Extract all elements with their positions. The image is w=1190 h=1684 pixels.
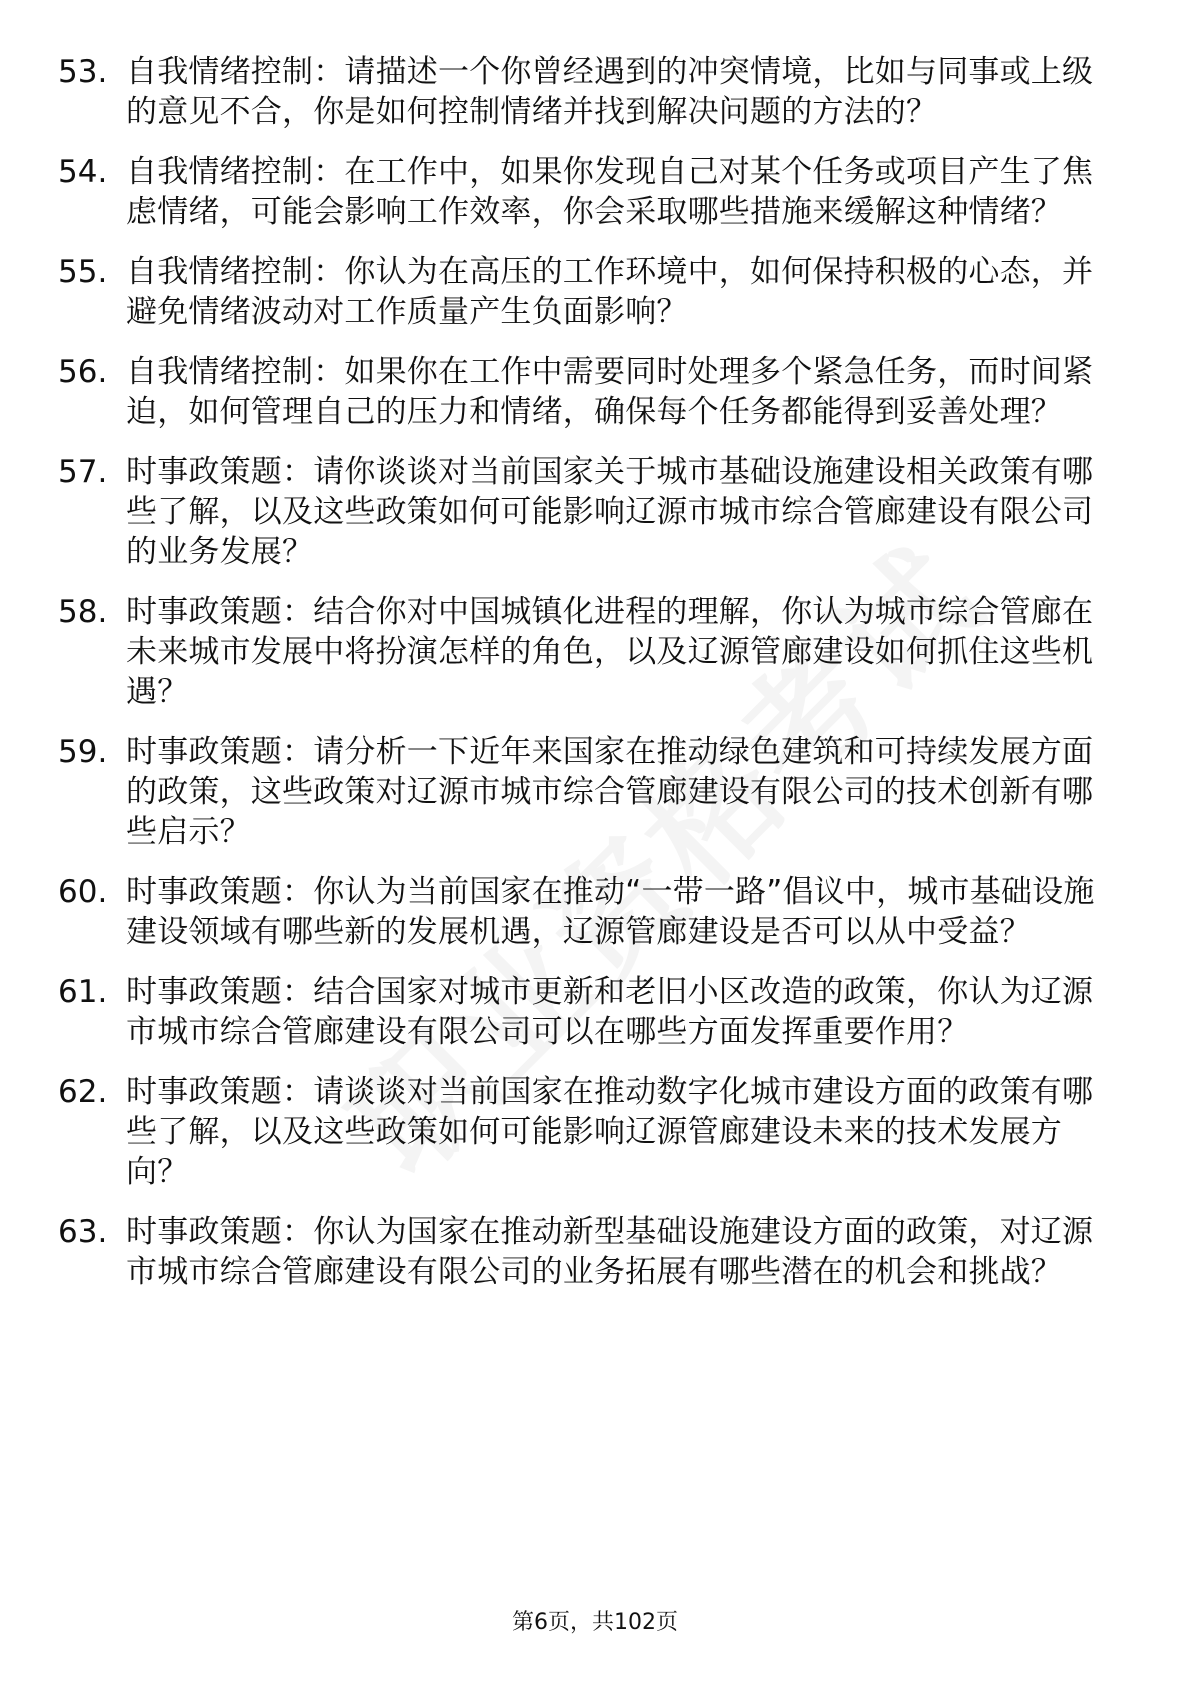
question-text: 时事政策题：请分析一下近年来国家在推动绿色建筑和可持续发展方面的政策，这些政策对辽源市城市综合管廊建设有限公司的技术创新有哪些启示？ bbox=[126, 734, 1094, 850]
question-text: 时事政策题：请谈谈对当前国家在推动数字化城市建设方面的政策有哪些了解，以及这些政策如何可能影响辽源管廊建设未来的技术发展方向？ bbox=[126, 1074, 1094, 1190]
question-item-57 bbox=[58, 452, 1118, 572]
question-list bbox=[58, 52, 1118, 1312]
question-number: 56. bbox=[58, 354, 108, 390]
question-item-60 bbox=[58, 872, 1118, 952]
question-number: 60. bbox=[58, 874, 108, 910]
question-number: 59. bbox=[58, 734, 108, 770]
question-number: 57. bbox=[58, 454, 108, 490]
question-text: 时事政策题：你认为国家在推动新型基础设施建设方面的政策，对辽源市城市综合管廊建设有限公司的业务拓展有哪些潜在的机会和挑战？ bbox=[126, 1214, 1094, 1290]
question-item-59 bbox=[58, 732, 1118, 852]
question-item-63 bbox=[58, 1212, 1118, 1292]
question-number: 54. bbox=[58, 154, 108, 190]
question-text: 时事政策题：结合你对中国城镇化进程的理解，你认为城市综合管廊在未来城市发展中将扮演怎样的角色，以及辽源管廊建设如何抓住这些机遇？ bbox=[126, 594, 1094, 710]
question-number: 58. bbox=[58, 594, 108, 630]
question-number: 63. bbox=[58, 1214, 108, 1250]
question-text: 自我情绪控制：请描述一个你曾经遇到的冲突情境，比如与同事或上级的意见不合，你是如何控制情绪并找到解决问题的方法的？ bbox=[126, 54, 1094, 130]
question-text: 自我情绪控制：你认为在高压的工作环境中，如何保持积极的心态，并避免情绪波动对工作质量产生负面影响？ bbox=[126, 254, 1094, 330]
question-number: 61. bbox=[58, 974, 108, 1010]
question-text: 自我情绪控制：在工作中，如果你发现自己对某个任务或项目产生了焦虑情绪，可能会影响工作效率，你会采取哪些措施来缓解这种情绪？ bbox=[126, 154, 1094, 230]
question-item-61 bbox=[58, 972, 1118, 1052]
question-text: 时事政策题：请你谈谈对当前国家关于城市基础设施建设相关政策有哪些了解，以及这些政策如何可能影响辽源市城市综合管廊建设有限公司的业务发展？ bbox=[126, 454, 1094, 570]
question-text: 时事政策题：结合国家对城市更新和老旧小区改造的政策，你认为辽源市城市综合管廊建设有限公司可以在哪些方面发挥重要作用？ bbox=[126, 974, 1094, 1050]
question-number: 53. bbox=[58, 54, 108, 90]
question-item-58 bbox=[58, 592, 1118, 712]
question-item-56 bbox=[58, 352, 1118, 432]
question-item-62 bbox=[58, 1072, 1118, 1192]
question-item-53 bbox=[58, 52, 1118, 132]
question-number: 55. bbox=[58, 254, 108, 290]
page-footer: 第6页，共102页 bbox=[512, 1610, 678, 1635]
question-item-54 bbox=[58, 152, 1118, 232]
question-item-55 bbox=[58, 252, 1118, 332]
question-text: 自我情绪控制：如果你在工作中需要同时处理多个紧急任务，而时间紧迫，如何管理自己的压力和情绪，确保每个任务都能得到妥善处理？ bbox=[126, 354, 1094, 430]
question-number: 62. bbox=[58, 1074, 108, 1110]
question-text: 时事政策题：你认为当前国家在推动“一带一路”倡议中，城市基础设施建设领域有哪些新的发展机遇，辽源管廊建设是否可以从中受益？ bbox=[126, 874, 1095, 950]
